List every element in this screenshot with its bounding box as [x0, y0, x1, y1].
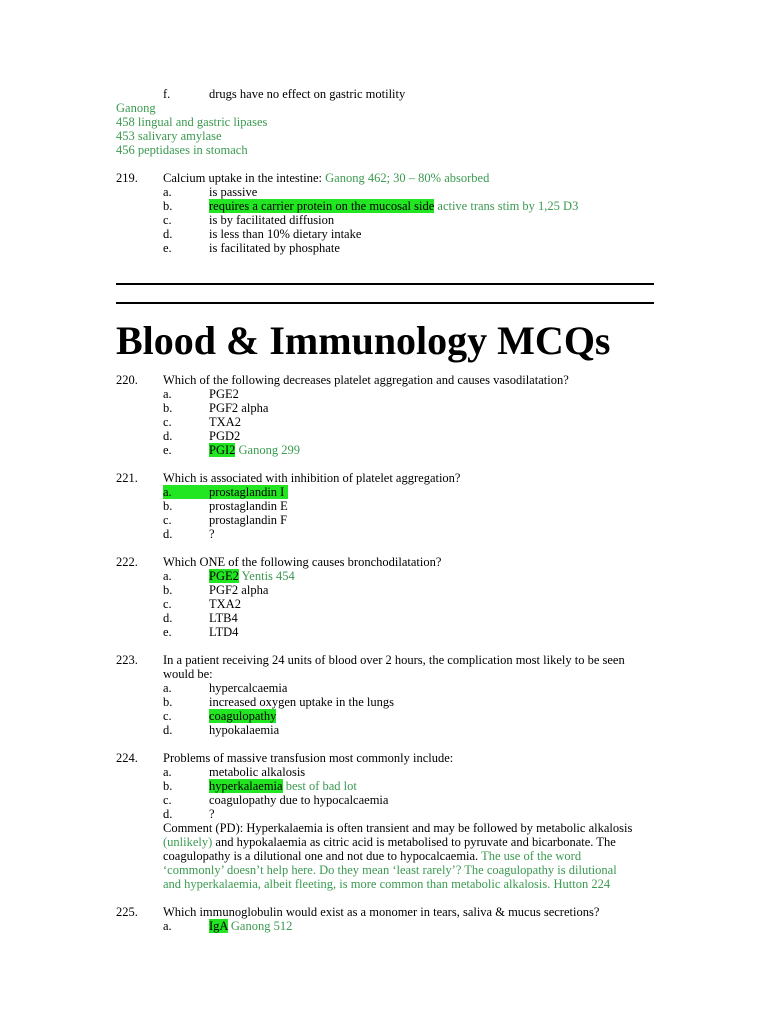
answer-highlight: coagulopathy — [209, 709, 277, 723]
question-223-cont: would be: — [163, 667, 213, 681]
answer-highlight: requires a carrier protein on the mucosal side — [209, 199, 435, 213]
ref-line: 456 peptidases in stomach — [116, 143, 248, 157]
ref-line: Ganong — [116, 101, 156, 115]
comment-line: (unlikely) and hypokalaemia as citric acid is metabolised to pyruvate and bicarbonate. The — [163, 835, 616, 849]
section-title: Blood & Immunology MCQs — [116, 318, 611, 363]
answer-highlight: hyperkalaemia — [209, 779, 283, 793]
comment-line: coagulopathy is a dilutional one and not due to hypocalcaemia. The use of the word — [163, 849, 582, 863]
answer-highlight: PGE2 — [209, 569, 239, 583]
divider-rule — [116, 283, 654, 285]
ref-line: 458 lingual and gastric lipases — [116, 115, 268, 129]
comment-line: Comment (PD): Hyperkalaemia is often transient and may be followed by metabolic alkalosis — [163, 821, 633, 835]
ref-line: 453 salivary amylase — [116, 129, 222, 143]
answer-highlight: PGI2 — [209, 443, 236, 457]
comment-line: ‘commonly’ doesn’t help here. Do they mean ‘least rarely’? The coagulopathy is dilutional — [163, 863, 617, 877]
divider-rule — [116, 302, 654, 304]
comment-line: and hyperkalaemia, albeit fleeting, is more common than metabolic alkalosis. Hutton 224 — [163, 877, 611, 891]
answer-highlight: IgA — [209, 919, 228, 933]
